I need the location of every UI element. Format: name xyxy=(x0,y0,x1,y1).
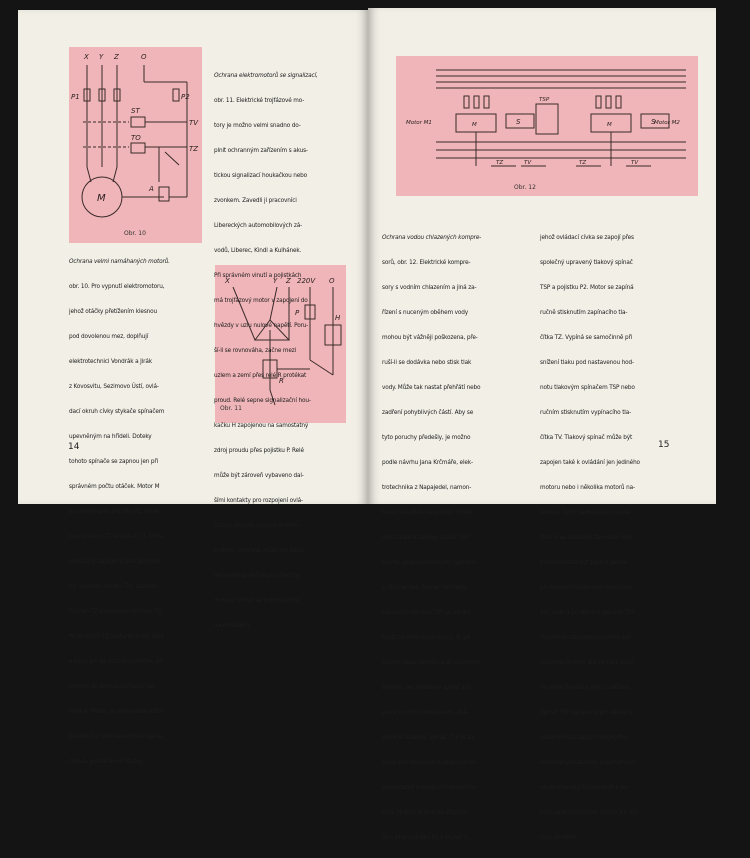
text-line: jehož ovládací cívka se zapojí přes xyxy=(540,232,634,241)
fig11-label-y: Y xyxy=(273,277,278,285)
figure-10-schematic xyxy=(69,47,202,243)
text-line: cího zařízení tlakový spínač TSP - xyxy=(382,533,473,542)
fig11-label-p: P xyxy=(295,309,300,317)
text-line: ručním stisknutím vypínacího tla- xyxy=(540,407,632,416)
text-line: sníží-li se tlak. Spínací kontakty xyxy=(382,583,468,592)
text-line: ruší-li se dodávka nebo stisk tlak xyxy=(382,357,472,366)
text-line: plnit ochranným zařízením s akus- xyxy=(214,145,308,154)
fig10-label-tv: TV xyxy=(189,119,199,127)
text-line: mohou být vážněji poškozena, pře- xyxy=(382,332,478,341)
right-col1-text xyxy=(382,216,481,858)
text-line: podle návrhu Jana Krčmáře, elek- xyxy=(382,457,473,466)
text-line: jednou. Tímto jednoduchým opa- xyxy=(540,508,631,517)
text-line: motoru nebo i několika motorů na- xyxy=(540,483,635,491)
fig10-label-o: O xyxy=(141,53,147,61)
text-line: tudíž na obrácenou funkci, tj. při xyxy=(382,633,471,642)
text-line: společný upravený tlakový spínač xyxy=(540,257,633,266)
fig11-label-h: H xyxy=(335,314,341,322)
col2-heading: Ochrana elektromotorů se signalizací, xyxy=(214,70,318,79)
text-line: tohoto spínače se zapnou jen při xyxy=(69,456,159,465)
text-line: upevněným na hřídeli. Doteky xyxy=(69,431,152,440)
text-line: kovzdušných zařízení používaných xyxy=(540,758,635,767)
text-line: je zapojen přes pojistky P1, tepel- xyxy=(69,507,161,515)
fig10-label-m: M xyxy=(97,193,106,204)
text-line: na rozvaděči. xyxy=(214,621,251,630)
page-number-left: 14 xyxy=(68,442,80,452)
text-line: P2, vypínací tlačítko TV, zapínací xyxy=(69,582,159,591)
figure-10 xyxy=(69,47,202,243)
text-line: notu tlakovým spínačem TSP nebo xyxy=(540,382,635,391)
text-line: zapnou. Jak se takový spínač při- xyxy=(382,683,472,692)
fig12-label-motor2: Motor M2 xyxy=(654,120,680,126)
fig12-label-tz2: TZ xyxy=(579,160,587,166)
figure-12-schematic xyxy=(396,56,698,196)
fig12-label-m2: M xyxy=(607,122,612,128)
text-line: proud. Relé sepne signalizační hou- xyxy=(214,396,311,405)
fig12-label-motor1: Motor M1 xyxy=(406,120,432,126)
text-line: sorů, obr. 12. Elektrické kompre- xyxy=(382,257,471,266)
text-line: po dosažení správného tlaku chla- xyxy=(540,583,634,592)
text-line: jena také společně pro všechny xyxy=(214,571,301,580)
right-page xyxy=(368,8,716,842)
fig10-label-to: TO xyxy=(131,134,141,142)
text-line: samostatně pracujících elektromo- xyxy=(382,783,477,792)
text-line: trotechnika z Napajedel, namon- xyxy=(382,483,472,491)
left-col2-text xyxy=(214,54,318,646)
left-col1-text xyxy=(69,240,170,782)
text-line: zajištěny motory pro čerpání vody xyxy=(540,658,634,667)
text-line: může být zároveň vybaveno dal- xyxy=(214,471,304,480)
text-line: tyto poruchy předešly, je možno xyxy=(382,432,471,441)
text-line: nače A. Motor se vypne stisknutím xyxy=(69,707,164,716)
text-line: do parních kotlů a jiných zařízení. xyxy=(540,683,632,692)
fig11-label-o: O xyxy=(329,277,335,285)
text-line: snížení tlaku pod nastavenou hod- xyxy=(540,357,634,366)
fig11-label-z: Z xyxy=(286,277,291,285)
text-line: torů. Motory M jsou na síť připo- xyxy=(382,808,470,817)
text-line: tlačítko TZ a tepelnou ochranu TO. xyxy=(69,607,164,616)
fig11-label-r: R xyxy=(279,377,284,385)
text-line: zorňuje schéma. Spínač TSP je za- xyxy=(382,733,476,742)
text-line: dicí vody a po sepnutí spínače TSP. xyxy=(540,608,636,617)
text-line: Spínač TSP upravený pro stlačený xyxy=(540,708,634,717)
col1-heading: Ochrana velmi namáhaných motorů. xyxy=(69,256,170,265)
text-line: Sigma, přizpůsobený pro vypínání, xyxy=(382,558,477,567)
text-line: kterých se sepnou kontakty spí- xyxy=(69,682,157,691)
text-line: má trojfázový motor v zapojení do xyxy=(214,295,308,304)
text-line: motory; umístí se potom přímo xyxy=(214,596,300,605)
text-line: vody. Může tak nastat přehřátí nebo xyxy=(382,382,481,391)
text-line: obr. 10. Pro vypnutí elektromotoru, xyxy=(69,281,165,290)
fig10-label-st: ST xyxy=(131,107,140,115)
fig12-label-tv2: TV xyxy=(631,160,639,166)
text-line: čítka TV. Tlakový spínač může být xyxy=(540,432,633,441)
text-line: správném počtu otáček. Motor M xyxy=(69,481,160,490)
text-line: zadření pohyblivých částí. Aby se xyxy=(382,407,474,416)
text-line: v běhu jen po dosažení otáček, při xyxy=(69,657,163,666)
text-line: obr. 11. Elektrické trojfázové mo- xyxy=(214,95,305,104)
fig10-label-a: A xyxy=(149,185,154,193)
text-line: hvězdy v uzlu nulové napětí. Poru- xyxy=(214,321,309,329)
fig11-label-x: X xyxy=(225,277,230,285)
fig12-label-s1: S xyxy=(516,118,521,126)
text-line: ve strojírenských závodech k po- xyxy=(540,783,630,792)
text-line: čem A, poklesnou-li otáčky. xyxy=(69,757,144,766)
text-line: ší-li se rovnováha, začne mezi xyxy=(214,346,297,355)
text-line: jehož otáčky přetížením klesnou xyxy=(69,306,158,315)
text-line: Po stisknutí TZ zůstane motor dále xyxy=(69,632,164,641)
fig10-label-x: X xyxy=(84,53,89,61)
fig10-label-tz: TZ xyxy=(189,145,199,153)
text-line: tlačítka TV nebo samočinně spína- xyxy=(69,732,163,741)
fig10-label-z: Z xyxy=(114,53,119,61)
fig12-label-m1: M xyxy=(472,122,477,128)
text-line: šími kontakty pro rozpojení ovlá- xyxy=(214,496,303,505)
figure-10-caption: Obr. 10 xyxy=(124,230,146,237)
text-line: vzduch může zajistit motory tla- xyxy=(540,733,628,742)
text-line: pojen pro současné ovládání dvou xyxy=(382,758,476,767)
text-line: motoru. Ochrana může být zapo- xyxy=(214,546,305,555)
text-line: pod dovolenou mez, doplňují xyxy=(69,331,149,340)
text-line: stykače je zapojena přes pojistku xyxy=(69,557,160,566)
fig12-label-tv1: TV xyxy=(524,160,532,166)
text-line: dacího obvodu stykače elektro- xyxy=(214,521,300,530)
text-line: řízení s nuceným oběhem vody xyxy=(382,307,468,316)
text-line: třením se dosáhne, že motor kom- xyxy=(540,533,635,542)
text-line: ručně stisknutím zapínacího tla- xyxy=(540,307,628,316)
text-line: tickou signalizací houkačkou nebo xyxy=(214,170,308,179)
text-line: nízkém tlaku vypnou a při vysokém xyxy=(382,658,479,667)
text-line: nání obrobků. xyxy=(540,833,578,842)
text-line: zapojen také k ovládání jen jediného xyxy=(540,457,640,466)
text-line: zvonkem. Zavedli ji pracovníci xyxy=(214,195,297,204)
text-line: uzlem a zemí přes relé R protékat xyxy=(214,371,307,380)
text-line: Libereckých automobilových zá- xyxy=(214,220,303,229)
text-line: Při správném vinutí a pojistkách xyxy=(214,270,302,279)
text-line: honu pneumatického nářadí a k upí- xyxy=(540,808,640,817)
text-line: tlakového spínače TSP se upraví xyxy=(382,608,471,617)
text-line: elektrotechnici Vondrák a Jirák xyxy=(69,356,152,365)
text-line: sory s vodním chlazením a jiná za- xyxy=(382,282,477,291)
fig12-label-s2: S xyxy=(651,118,656,126)
left-page xyxy=(18,10,368,766)
fig12-label-tz1: TZ xyxy=(496,160,504,166)
text-line: TSP a pojistku P2. Motor se zapíná xyxy=(540,282,634,291)
text-line: Podobným způsobem mohou být xyxy=(540,633,631,642)
text-line: vodů, Liberec, Kindl a Kulhánek. xyxy=(214,245,302,254)
text-line: tovat na výtlakové potrubí chladi- xyxy=(382,508,474,517)
text-line: zdroj proudu přes pojistku P. Relé xyxy=(214,446,304,455)
figure-11-caption: Obr. 11 xyxy=(220,405,242,412)
fig11-label-v: 220V xyxy=(297,277,316,285)
fig10-label-y: Y xyxy=(99,53,104,61)
text-line: nou ochranu TO a stykač ST. Cívka xyxy=(69,532,164,541)
figure-12-caption: Obr. 12 xyxy=(514,184,536,191)
fig10-label-p1: P1 xyxy=(71,93,80,101)
text-line: presoru může být zapnut jedině xyxy=(540,558,628,567)
text-line: pne k motoru kompresoru, zná- xyxy=(382,708,469,717)
page-number-right: 15 xyxy=(658,440,670,450)
right-col2-text xyxy=(540,216,640,858)
col1-heading: Ochrana vodou chlazených kompre- xyxy=(382,232,482,241)
text-line: tory je možno velmi snadno do- xyxy=(214,120,301,129)
text-line: dací okruh cívky stykače spínačem xyxy=(69,406,165,415)
text-line: jeny přes pojistky P1 a stykač S, xyxy=(382,833,470,842)
fig12-label-tsp: TSP xyxy=(539,97,550,103)
figure-12 xyxy=(396,56,698,196)
fig10-label-p2: P2 xyxy=(181,93,190,101)
text-line: z Kovosvitu, Sezimovo Ústí, ovlá- xyxy=(69,381,159,390)
text-line: kačku H zapojenou na samostatný xyxy=(214,421,309,430)
text-line: čítka TZ. Vypíná se samočinně při xyxy=(540,332,633,341)
